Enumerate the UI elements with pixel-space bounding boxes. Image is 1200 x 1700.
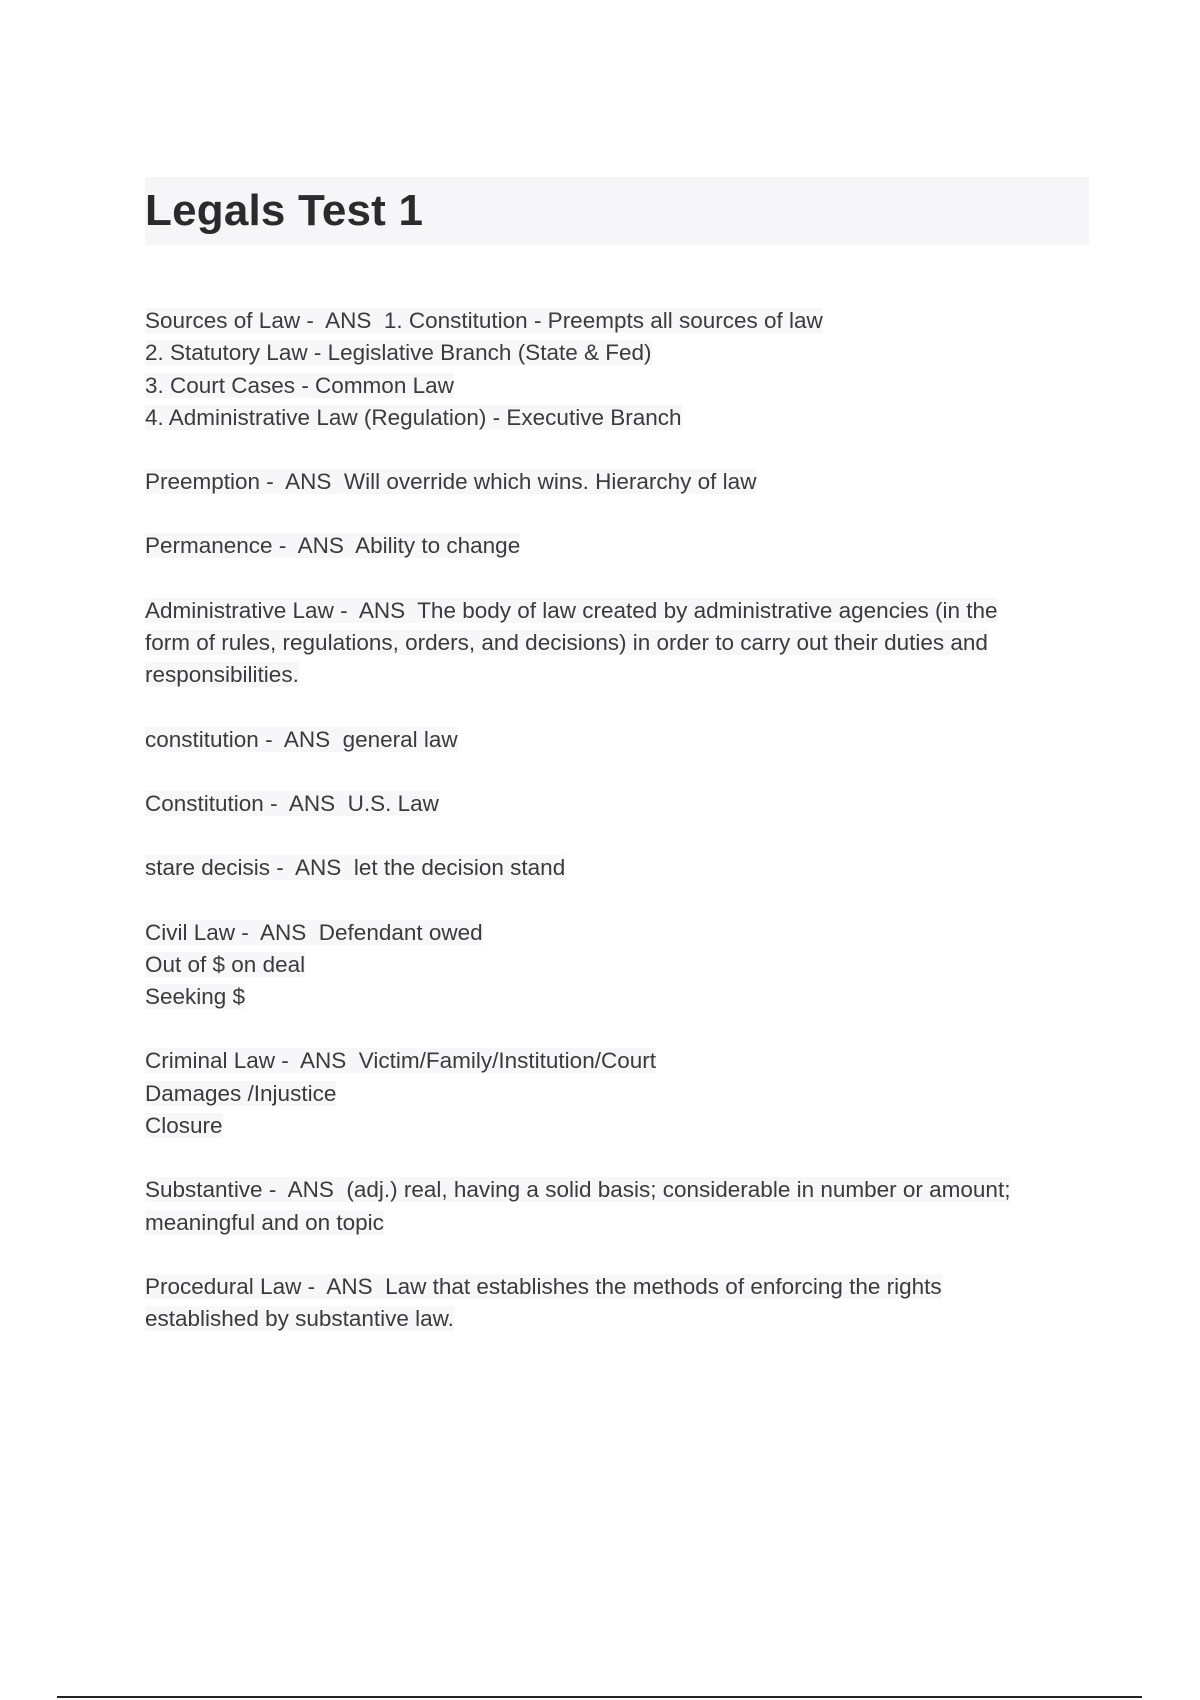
entry-line-text: 4. Administrative Law (Regulation) - Executive Branch xyxy=(145,404,682,430)
qa-entry xyxy=(145,1174,1089,1239)
entry-line xyxy=(145,370,1089,402)
qa-entry xyxy=(145,788,1089,820)
qa-entry xyxy=(145,466,1089,498)
entry-line-text: established by substantive law. xyxy=(145,1306,454,1332)
entry-line-text: 3. Court Cases - Common Law xyxy=(145,372,454,398)
page-title: Legals Test 1 xyxy=(145,186,424,235)
entry-line xyxy=(145,402,1089,434)
entry-line xyxy=(145,852,1089,884)
entry-line xyxy=(145,1078,1089,1110)
entry-line xyxy=(145,724,1089,756)
entry-line-text: Constitution - ANS U.S. Law xyxy=(145,790,439,816)
entry-line-text: responsibilities. xyxy=(145,662,299,688)
entry-line xyxy=(145,1045,1089,1077)
entry-line-text: constitution - ANS general law xyxy=(145,726,458,752)
entry-line-text: Preemption - ANS Will override which wins. Hierarchy of law xyxy=(145,469,757,495)
entry-line-text: Damages /Injustice xyxy=(145,1080,337,1106)
entry-line xyxy=(145,1174,1089,1206)
entry-line xyxy=(145,659,1089,691)
entry-line-text: stare decisis - ANS let the decision stand xyxy=(145,855,566,881)
entry-line-text: Criminal Law - ANS Victim/Family/Institution/Court xyxy=(145,1048,656,1074)
entry-line xyxy=(145,917,1089,949)
qa-entry xyxy=(145,917,1089,1014)
entry-line-text: form of rules, regulations, orders, and decisions) in order to carry out their duties and xyxy=(145,630,988,656)
entry-line xyxy=(145,1207,1089,1239)
qa-entry xyxy=(145,1045,1089,1142)
entry-line xyxy=(145,981,1089,1013)
qa-entry xyxy=(145,1271,1089,1336)
entry-line-text: 2. Statutory Law - Legislative Branch (State & Fed) xyxy=(145,340,652,366)
entry-line-text: Civil Law - ANS Defendant owed xyxy=(145,919,483,945)
entry-line-text: Administrative Law - ANS The body of law created by administrative agencies (in the xyxy=(145,597,998,623)
document-body xyxy=(145,305,1089,1368)
entry-line xyxy=(145,1271,1089,1303)
title-banner xyxy=(145,177,1089,245)
qa-entry xyxy=(145,530,1089,562)
entry-line xyxy=(145,466,1089,498)
footer-divider xyxy=(57,1696,1142,1698)
entry-line xyxy=(145,627,1089,659)
qa-entry xyxy=(145,305,1089,434)
entry-line xyxy=(145,1110,1089,1142)
entry-line xyxy=(145,1303,1089,1335)
entry-line xyxy=(145,305,1089,337)
entry-line-text: Seeking $ xyxy=(145,984,246,1010)
qa-entry xyxy=(145,724,1089,756)
entry-line-text: Sources of Law - ANS 1. Constitution - Preempts all sources of law xyxy=(145,308,823,333)
entry-line xyxy=(145,530,1089,562)
entry-line-text: Closure xyxy=(145,1113,223,1139)
entry-line xyxy=(145,949,1089,981)
qa-entry xyxy=(145,595,1089,692)
entry-line-text: meaningful and on topic xyxy=(145,1209,384,1235)
entry-line xyxy=(145,337,1089,369)
entry-line-text: Substantive - ANS (adj.) real, having a solid basis; considerable in number or amount; xyxy=(145,1177,1011,1203)
entry-line-text: Procedural Law - ANS Law that establishes the methods of enforcing the rights xyxy=(145,1273,942,1299)
entry-line xyxy=(145,788,1089,820)
entry-line-text: Permanence - ANS Ability to change xyxy=(145,533,521,559)
entry-line-text: Out of $ on deal xyxy=(145,951,306,977)
entry-line xyxy=(145,595,1089,627)
qa-entry xyxy=(145,852,1089,884)
